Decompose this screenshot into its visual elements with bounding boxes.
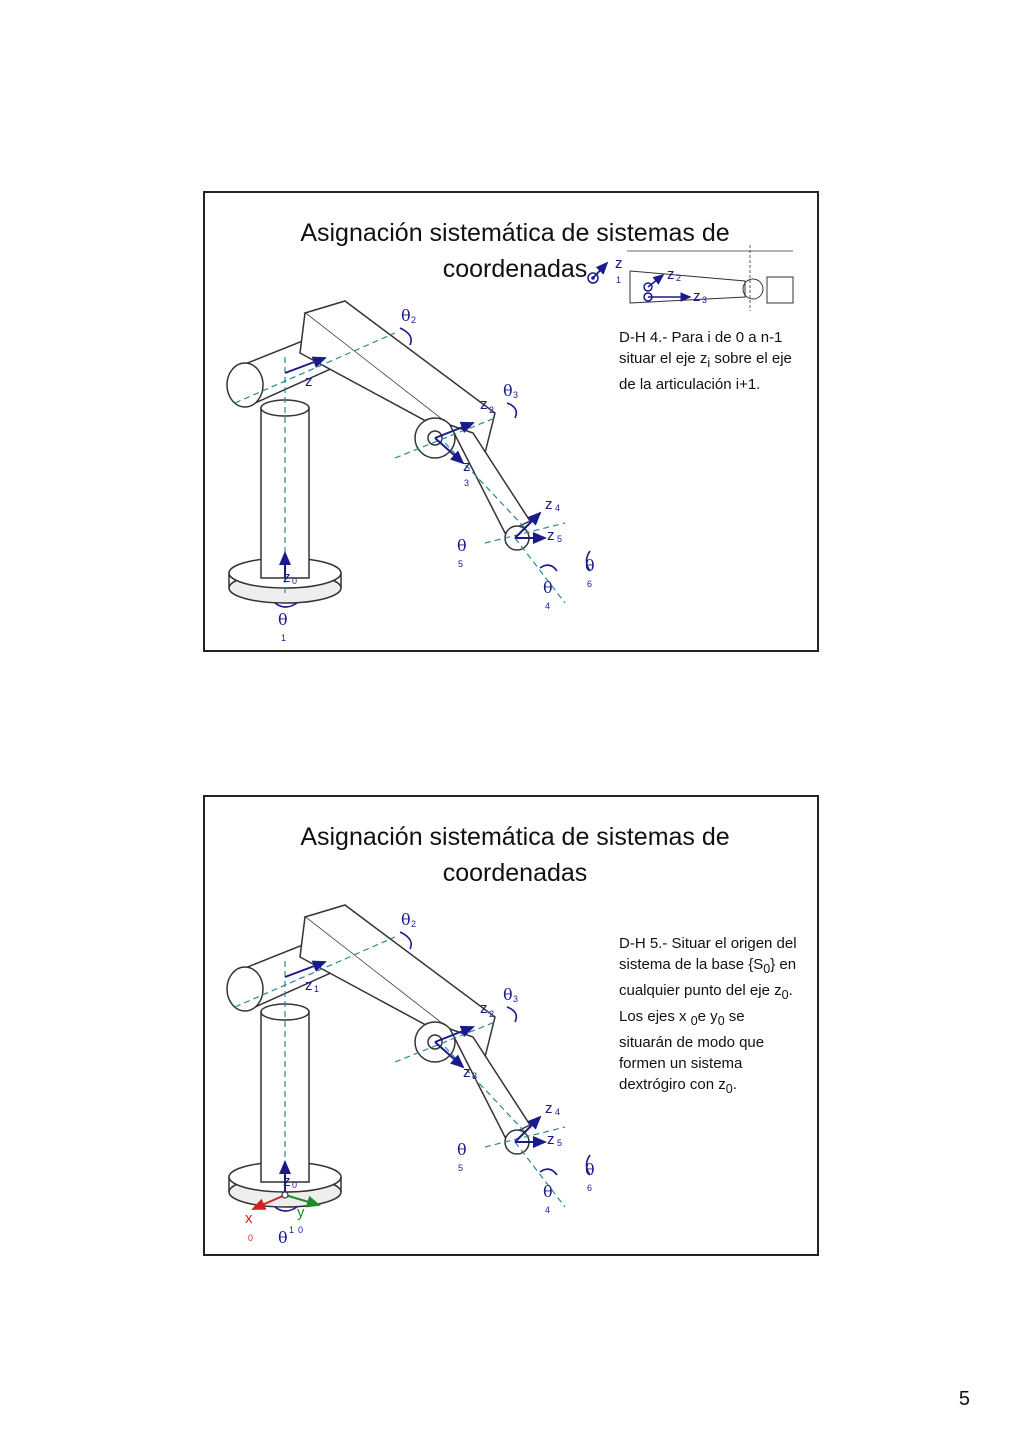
robot-forearm	[450, 1029, 530, 1154]
label-z-5-sub: 5	[557, 534, 563, 544]
label-theta-1: θ	[278, 610, 288, 629]
inset-label-z-3: z	[693, 288, 701, 305]
robot-forearm	[450, 425, 530, 550]
text-part: .	[732, 1076, 737, 1093]
label-theta-2: θ	[401, 306, 411, 325]
label-z-5: z	[547, 1131, 555, 1148]
label-theta-6-sub: 6	[587, 1183, 593, 1193]
label-theta-6: θ	[585, 1160, 595, 1179]
inset-label-z-1-sub: 1	[616, 275, 622, 285]
label-z-1-sub: 1	[314, 984, 320, 994]
page-number: 5	[958, 1388, 970, 1410]
label-theta-2-sub: 2	[411, 315, 417, 325]
label-z-5-sub: 5	[557, 1138, 563, 1148]
text-part: D-H 4.- Para i de 0 a n-1 situar el eje z	[619, 329, 783, 367]
slide-text	[619, 933, 799, 1100]
inset-label-z-1: z	[615, 255, 623, 272]
label-theta-5: θ	[457, 536, 467, 555]
text-part: . Los ejes x	[619, 982, 793, 1025]
text-subscript: 0	[690, 1014, 698, 1028]
label-theta-2-sub: 2	[411, 919, 417, 929]
label-x-0-sub: 0	[248, 1233, 254, 1243]
label-z-3: z	[463, 1064, 471, 1081]
text-subscript: i	[707, 356, 711, 370]
text-part: } en cualquier punto del eje z	[619, 956, 797, 999]
label-theta-4-sub: 4	[545, 601, 551, 611]
label-y-0-sub: 0	[298, 1225, 304, 1235]
label-z-3: z	[463, 458, 471, 475]
label-theta-3-sub: 3	[513, 994, 519, 1004]
label-x-0: x	[245, 1210, 253, 1227]
label-theta-6-sub: 6	[587, 579, 593, 589]
label-theta-4: θ	[543, 578, 553, 597]
slide-title: Asignación sistemática de sistemas de coordenadas	[300, 219, 730, 283]
label-theta-6: θ	[585, 556, 595, 575]
text-subscript: 0	[781, 988, 789, 1002]
label-z-4: z	[545, 496, 553, 513]
text-part: D-H 5.- Situar el origen del sistema de la base {S	[619, 935, 797, 973]
inset-label-z-2: z	[667, 266, 675, 283]
label-z-5: z	[547, 527, 555, 544]
label-z-0: z	[283, 1173, 291, 1190]
text-part: e y	[697, 1008, 718, 1025]
label-z-0-sub: 0	[292, 1180, 298, 1190]
label-z-2-sub: 2	[489, 405, 495, 415]
label-z-4-sub: 4	[555, 1107, 561, 1117]
label-theta-5-sub: 5	[458, 559, 464, 569]
label-y-0: y	[297, 1204, 305, 1221]
inset-label-z-3-sub: 3	[702, 295, 708, 305]
label-theta-3-sub: 3	[513, 390, 519, 400]
inset-label-z-2-sub: 2	[676, 273, 682, 283]
label-z-1: z	[305, 977, 313, 994]
label-theta-1-sub: 1	[289, 1225, 295, 1235]
label-theta-4-sub: 4	[545, 1205, 551, 1215]
label-z-4: z	[545, 1100, 553, 1117]
text-part: se situarán de modo que formen un sistema dextrógiro con z	[619, 1008, 765, 1093]
label-theta-3: θ	[503, 381, 513, 400]
label-z-0: z	[283, 569, 291, 586]
slide-title: Asignación sistemática de sistemas de coordenadas	[300, 823, 730, 887]
label-z-3-sub: 3	[472, 1071, 478, 1081]
label-theta-5-sub: 5	[458, 1163, 464, 1173]
label-theta-5: θ	[457, 1140, 467, 1159]
label-z-0-sub: 0	[292, 576, 298, 586]
label-z-2: z	[480, 396, 488, 413]
slide-text	[619, 327, 799, 395]
text-subscript: 0	[763, 962, 771, 976]
label-theta-1-sub: 1	[281, 633, 287, 643]
label-theta-4: θ	[543, 1182, 553, 1201]
label-theta-1: θ	[278, 1228, 288, 1247]
slide-2	[203, 795, 819, 1256]
label-z-3-sub: 3	[464, 478, 470, 488]
text-part: sobre el eje de la articulación i+1.	[619, 350, 792, 393]
label-z-4-sub: 4	[555, 503, 561, 513]
label-theta-2: θ	[401, 910, 411, 929]
slide-1	[203, 191, 819, 652]
text-subscript: 0	[717, 1014, 725, 1028]
label-z-2: z	[480, 1000, 488, 1017]
text-subscript: 0	[725, 1082, 733, 1096]
label-z-2-sub: 2	[489, 1009, 495, 1019]
label-theta-3: θ	[503, 985, 513, 1004]
label-z-shoulder: z	[305, 373, 313, 390]
